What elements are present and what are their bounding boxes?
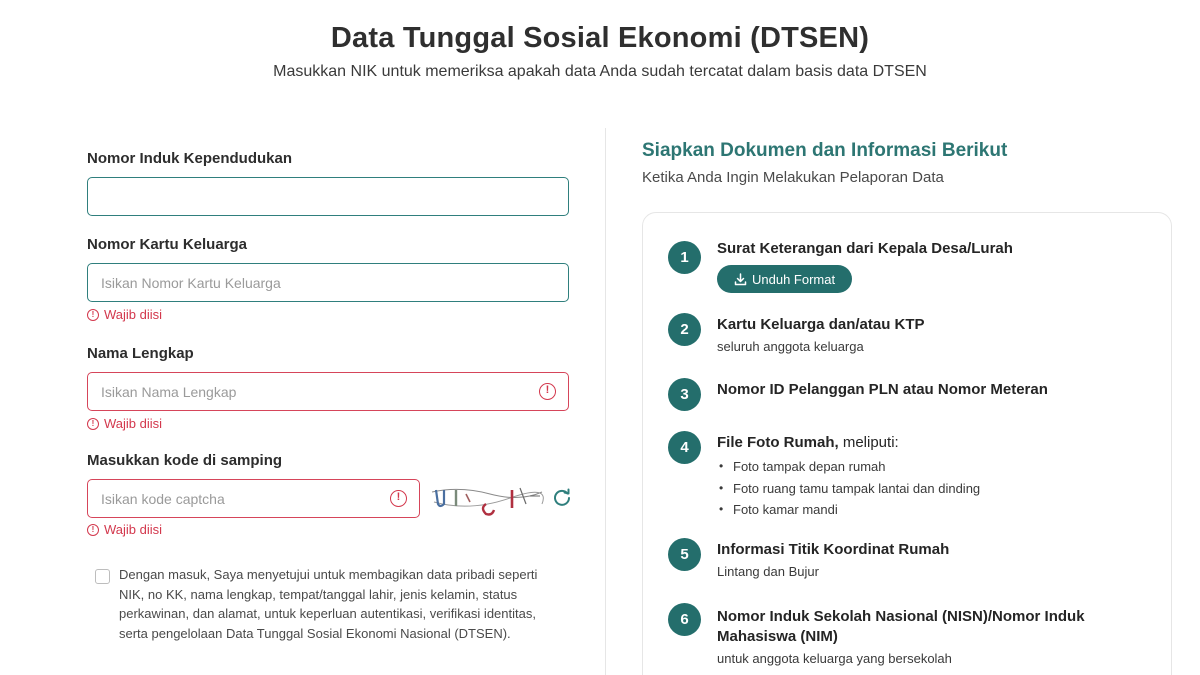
consent-checkbox[interactable] (95, 569, 110, 584)
kk-error (87, 307, 162, 322)
step-number: 3 (668, 378, 701, 411)
error-icon: ! (87, 524, 99, 536)
nama-error-text: Wajib diisi (104, 416, 163, 431)
list-item: • Foto kamar mandi (717, 499, 1097, 521)
column-divider (605, 128, 606, 675)
step-title: Kartu Keluarga dan/atau KTP (717, 316, 925, 333)
step-desc: Lintang dan Bujur (717, 564, 819, 579)
step-number: 1 (668, 241, 701, 274)
step-number: 5 (668, 538, 701, 571)
nik-field[interactable] (87, 177, 569, 216)
step-number: 2 (668, 313, 701, 346)
captcha-label: Masukkan kode di samping (87, 452, 283, 469)
step-title (717, 433, 1097, 453)
nama-label: Nama Lengkap (87, 345, 194, 362)
step-title: Nomor Induk Sekolah Nasional (NISN)/Nomor Induk Mahasiswa (NIM) (717, 608, 1085, 645)
consent-row (95, 565, 545, 643)
captcha-error-text: Wajib diisi (104, 522, 163, 537)
page-subtitle: Masukkan NIK untuk memeriksa apakah data Anda sudah tercatat dalam basis data DTSEN (273, 63, 927, 80)
step-title: Nomor ID Pelanggan PLN atau Nomor Meteran (717, 381, 1048, 398)
nik-label: Nomor Induk Kependudukan (87, 150, 293, 167)
kk-label: Nomor Kartu Keluarga (87, 236, 248, 253)
download-icon (734, 273, 747, 286)
kk-error-text: Wajib diisi (104, 307, 163, 322)
step-number: 6 (668, 603, 701, 636)
photo-list (717, 456, 1097, 521)
captcha-input[interactable] (88, 480, 419, 517)
step-desc: untuk anggota keluarga yang bersekolah (717, 651, 952, 666)
step-number: 4 (668, 431, 701, 464)
error-icon: ! (87, 309, 99, 321)
nik-input[interactable] (88, 178, 568, 215)
nama-input[interactable] (88, 373, 568, 410)
step-title-strong: File Foto Rumah, (717, 434, 839, 451)
step-desc: seluruh anggota keluarga (717, 339, 864, 354)
kk-field[interactable] (87, 263, 569, 302)
side-subtitle: Ketika Anda Ingin Melakukan Pelaporan Data (642, 169, 944, 186)
nama-error (87, 416, 162, 431)
captcha-error (87, 522, 162, 537)
step-title: Informasi Titik Koordinat Rumah (717, 541, 950, 558)
captcha-image (430, 482, 544, 518)
nama-field[interactable] (87, 372, 569, 411)
error-icon: ! (87, 418, 99, 430)
consent-text: Dengan masuk, Saya menyetujui untuk membagikan data pribadi seperti NIK, no KK, nama lengkap, tempat/tanggal lahir, jenis kelamin, status perkawinan, dan alamat, untuk keperluan autentikasi, verifikasi identitas, serta pengelolaan Data Tunggal Sosial Ekonomi Nasional (DTSEN). (119, 567, 538, 641)
captcha-field[interactable] (87, 479, 420, 518)
page-header (0, 20, 1200, 82)
download-format-label: Unduh Format (752, 271, 836, 287)
step-title: Surat Keterangan dari Kepala Desa/Lurah (717, 240, 1013, 257)
kk-input[interactable] (88, 264, 568, 301)
side-title: Siapkan Dokumen dan Informasi Berikut (642, 140, 1008, 161)
list-item: • Foto tampak depan rumah (717, 456, 1097, 478)
step-title-suffix: meliputi: (838, 434, 899, 451)
alert-circle-icon: ! (539, 383, 556, 400)
documents-card (642, 212, 1172, 675)
page-title: Data Tunggal Sosial Ekonomi (DTSEN) (330, 22, 870, 54)
download-format-button[interactable] (717, 265, 852, 293)
list-item: • Foto ruang tamu tampak lantai dan dinding (717, 478, 1097, 500)
refresh-icon[interactable] (552, 487, 572, 507)
alert-circle-icon: ! (390, 490, 407, 507)
